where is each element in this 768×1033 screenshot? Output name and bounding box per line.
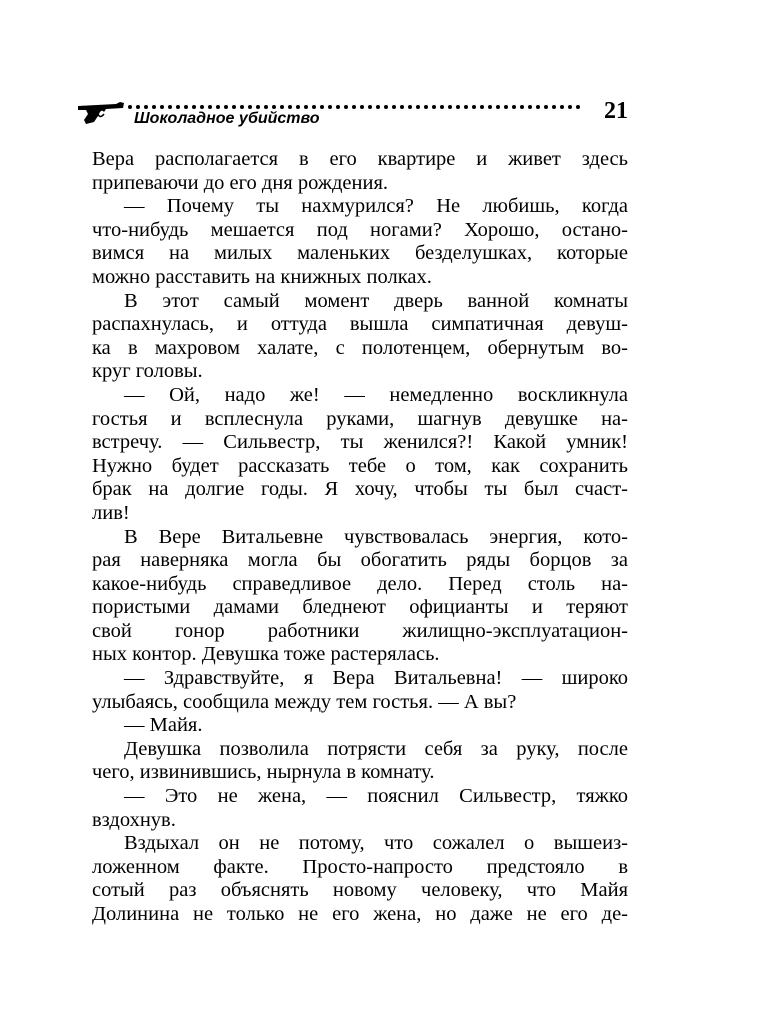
text-line: ложенном факте. Просто-напросто предстояло в: [92, 855, 628, 878]
text-line: улыбаясь, сообщила между тем гостья. — А вы?: [92, 690, 517, 713]
text-line: чего, извинившись, нырнула в комнату.: [92, 761, 435, 784]
text-line: В этот самый момент дверь ванной комнаты: [124, 289, 628, 312]
text-line: — Это не жена, — пояснил Сильвестр, тяжко: [124, 785, 628, 808]
text-line: Долинина не только не его жена, но даже не его де-: [92, 903, 628, 925]
text-line: припеваючи до его дня рождения.: [92, 171, 389, 194]
running-header: [76, 96, 636, 136]
text-line: — Почему ты нахмурился? Не любишь, когда: [124, 195, 628, 218]
text-line: можно расставить на книжных полках.: [92, 265, 432, 288]
text-line: распахнулась, и оттуда вышла симпатичная девуш-: [92, 313, 628, 336]
text-line: сотый раз объяснять новому человеку, что Майя: [92, 879, 628, 902]
text-line: лив!: [92, 501, 130, 524]
text-line: рая наверняка могла бы обогатить ряды борцов за: [92, 549, 628, 572]
text-line: ных контор. Девушка тоже растерялась.: [92, 643, 440, 666]
text-line: Вера располагается в его квартире и живет здесь: [92, 148, 628, 170]
text-line: круг головы.: [92, 360, 203, 383]
text-line: Вздыхал он не потому, что сожалел о вышеиз-: [124, 832, 628, 855]
text-line: вздохнув.: [92, 808, 176, 831]
text-line: что-нибудь мешается под ногами? Хорошо, остано-: [92, 218, 628, 241]
text-line: — Здравствуйте, я Вера Витальевна! — широко: [124, 667, 628, 690]
text-line: В Вере Витальевне чувствовалась энергия, кото-: [124, 525, 628, 548]
text-line: вимся на милых маленьких безделушках, которые: [92, 242, 628, 265]
text-line: брак на долгие годы. Я хочу, чтобы ты был счаст-: [92, 478, 628, 501]
text-line: гостья и всплеснула руками, шагнув девушке на-: [92, 407, 628, 430]
text-line: встречу. — Сильвестр, ты женился?! Какой умник!: [92, 431, 628, 454]
text-line: свой гонор работники жилищно-эксплуатацион-: [92, 619, 628, 642]
book-title: Шоколадное убийство: [134, 110, 320, 127]
revolver-icon: [76, 100, 128, 126]
text-line: — Ой, надо же! — немедленно воскликнула: [124, 383, 628, 406]
text-line: пористыми дамами бледнеют официанты и теряют: [92, 596, 628, 619]
text-line: Нужно будет рассказать тебе о том, как сохранить: [92, 454, 628, 477]
text-line: какое-нибудь справедливое дело. Перед столь на-: [92, 572, 628, 595]
page-number: 21: [604, 98, 628, 124]
text-line: Девушка позволила потрясти себя за руку, после: [124, 737, 628, 760]
text-line: — Майя.: [124, 714, 203, 737]
body-text: [92, 148, 628, 927]
text-line: ка в махровом халате, с полотенцем, обернутым во-: [92, 336, 628, 359]
